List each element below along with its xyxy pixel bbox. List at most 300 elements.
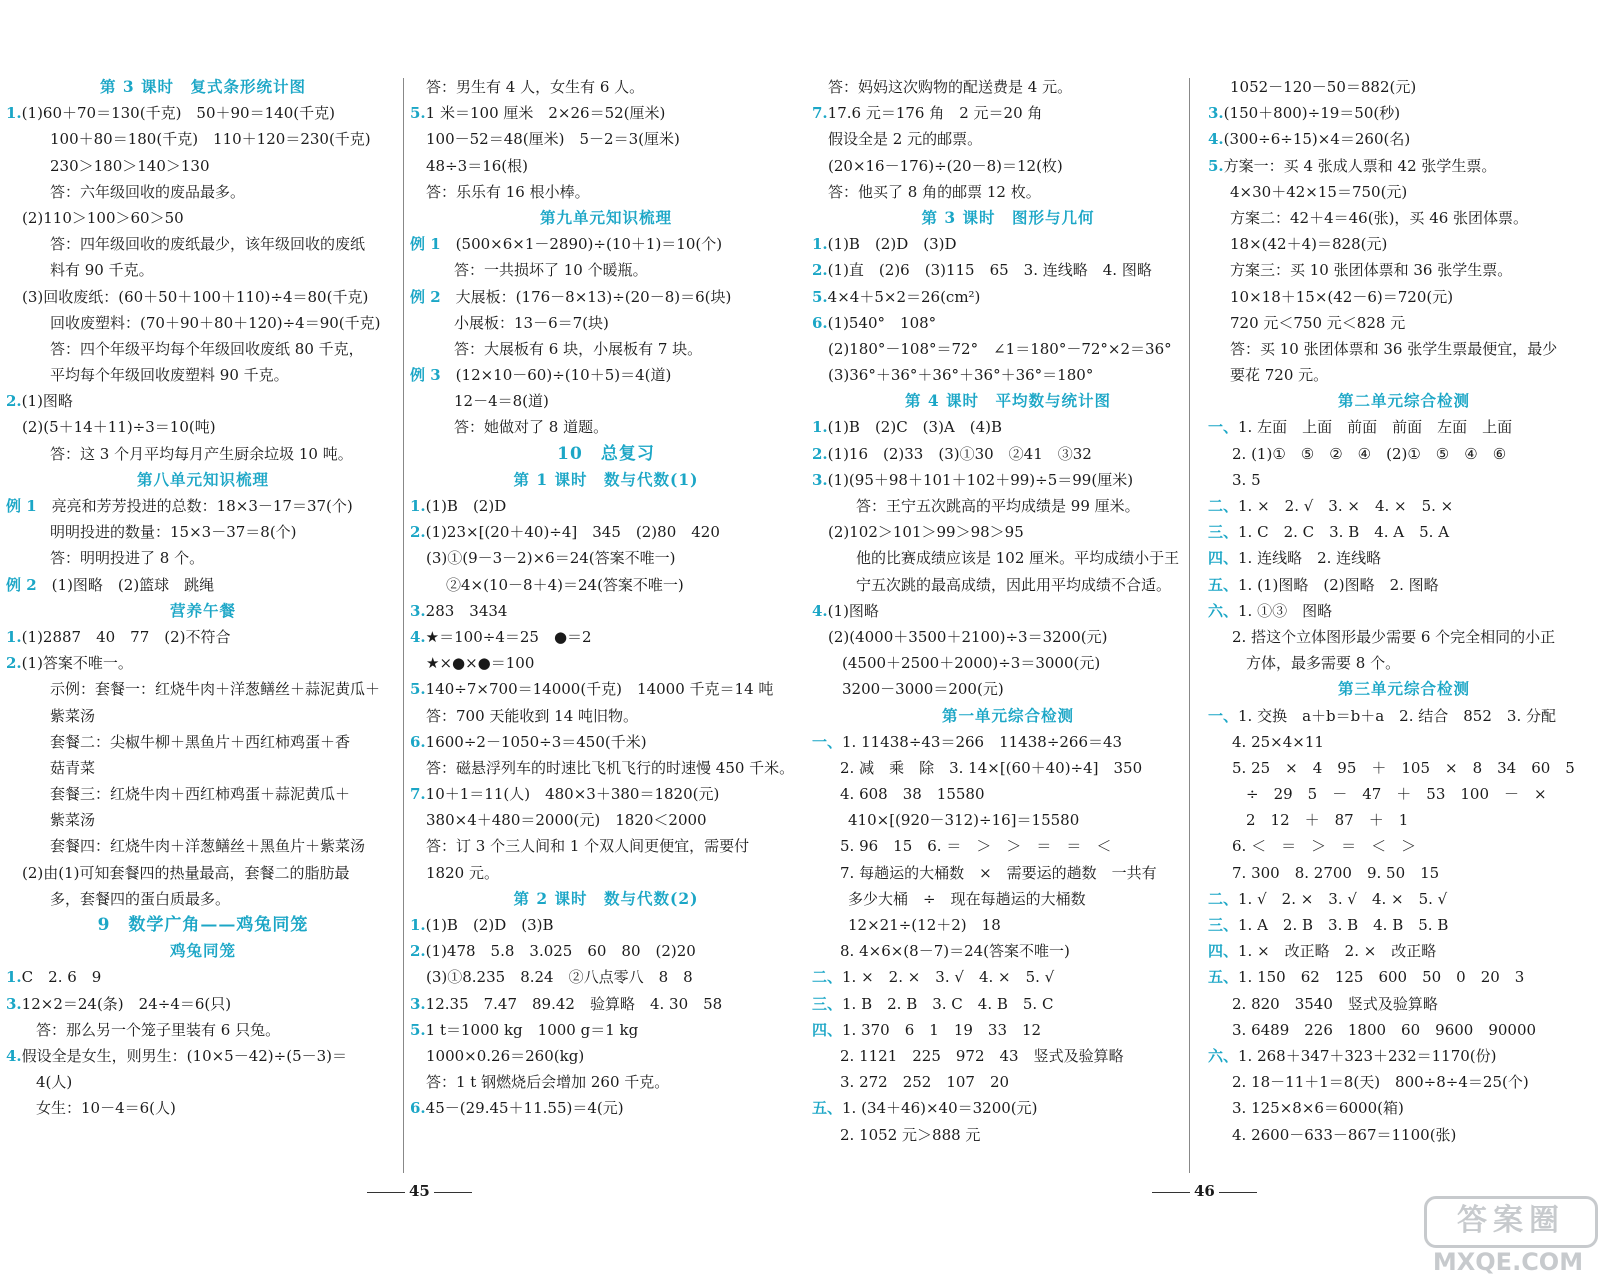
answer-text: 1. B 2. B 3. C 4. B 5. C: [842, 994, 1054, 1013]
answer-text: 套餐四：红烧牛肉＋洋葱鳝丝＋黑鱼片＋紫菜汤: [50, 837, 366, 856]
answer-line: [1208, 153, 1600, 179]
answer-line: [410, 336, 802, 362]
answer-text: (150＋800)÷19＝50(秒): [1223, 104, 1401, 123]
item-number: 5.: [410, 680, 426, 699]
answer-text: 答：他买了 8 角的邮票 12 枚。: [828, 182, 1041, 201]
answer-line: [1208, 126, 1600, 152]
answer-text: 100＋80＝180(千克) 110＋120＝230(千克): [50, 130, 371, 149]
answer-line: [812, 153, 1204, 179]
watermark: [1420, 1196, 1596, 1280]
answer-line: [812, 1122, 1204, 1148]
answer-line: [410, 755, 802, 781]
answer-text: 2 12 ＋ 87 ＋ 1: [1246, 811, 1409, 830]
answer-text: 10×18＋15×(42－6)＝720(元): [1230, 287, 1454, 306]
item-number: 1.: [812, 418, 828, 437]
answer-text: (1)23×[(20＋40)÷4] 345 (2)80 420: [425, 523, 720, 542]
page-number-left: 45: [363, 1182, 476, 1200]
answer-line: [1208, 964, 1600, 990]
item-number: 6.: [410, 732, 426, 751]
answer-text: (1)478 5.8 3.025 60 80 (2)20: [425, 942, 696, 961]
answer-line: [410, 624, 802, 650]
answer-text: (20×16－176)÷(20－8)＝12(枚): [828, 156, 1063, 175]
answer-line: [1208, 414, 1600, 440]
answer-text: 答：磁悬浮列车的时速比飞机飞行的时速慢 450 千米。: [426, 758, 795, 777]
answer-line: [812, 729, 1204, 755]
answer-line: [6, 362, 400, 388]
answer-text: 答：乐乐有 16 根小棒。: [426, 182, 590, 201]
answer-text: 答：这 3 个月平均每月产生厨余垃圾 10 吨。: [50, 444, 353, 463]
answer-text: 12×21÷(12＋2) 18: [848, 916, 1001, 934]
item-number: 四、: [1208, 549, 1239, 568]
item-number: 一、: [1208, 418, 1239, 437]
answer-line: [1208, 833, 1600, 859]
answer-line: [410, 912, 802, 938]
answer-line: [410, 1069, 802, 1095]
answer-text: (1)16 (2)33 (3)①30 ②41 ③32: [827, 444, 1092, 463]
answer-text: 他的比赛成绩应该是 102 厘米。平均成绩小于王: [856, 549, 1180, 568]
answer-text: 假设全是女生，则男生：(10×5－42)÷(5－3)＝: [21, 1046, 348, 1065]
answer-text: 3. 272 252 107 20: [840, 1073, 1010, 1092]
answer-line: [1208, 1122, 1600, 1148]
answer-line: [812, 179, 1204, 205]
item-number: 例 1: [410, 235, 441, 254]
answer-line: [410, 1043, 802, 1069]
item-number: 五、: [1208, 968, 1239, 987]
answer-line: [812, 781, 1204, 807]
answer-text: (2)110＞100＞60＞50: [22, 208, 184, 227]
answer-line: [410, 964, 802, 990]
answer-line: [410, 231, 802, 257]
answer-text: 小展板：13－6＝7(块): [454, 313, 609, 332]
answer-line: [1208, 441, 1600, 467]
column-3: [812, 74, 1204, 1148]
answer-line: [812, 441, 1204, 467]
answer-line: [812, 807, 1204, 833]
answer-line: [812, 860, 1204, 886]
answer-line: [410, 100, 802, 126]
answer-text: 4×30＋42×15＝750(元): [1230, 182, 1408, 201]
section-heading: 第二单元综合检测: [1337, 391, 1470, 411]
answer-text: (1)直 (2)6 (3)115 65 3. 连线略 4. 图略: [827, 261, 1152, 280]
answer-text: 140÷7×700＝14000(千克) 14000 千克＝14 吨: [425, 680, 774, 699]
item-number: 例 1: [6, 497, 37, 515]
answer-line: [6, 1069, 400, 1095]
answer-line: [410, 388, 802, 414]
answer-text: 3. 125×8×6＝6000(箱): [1232, 1099, 1404, 1118]
answer-line: [1208, 703, 1600, 729]
answer-text: 1. (34＋46)×40＝3200(元): [842, 1099, 1038, 1118]
answer-line: [1208, 1095, 1600, 1121]
answer-line: [6, 205, 400, 231]
item-number: 四、: [1208, 942, 1239, 961]
item-number: 5.: [812, 287, 828, 306]
answer-text: 示例：套餐一：红烧牛肉＋洋葱鳝丝＋蒜泥黄瓜＋: [50, 680, 381, 699]
answer-line: [1208, 493, 1600, 519]
answer-text: 45－(29.45＋11.55)＝4(元): [425, 1099, 624, 1118]
answer-line: [410, 650, 802, 676]
item-number: 2.: [812, 444, 828, 463]
answer-text: (1)B (2)C (3)A (4)B: [827, 418, 1003, 437]
item-number: 四、: [812, 1020, 843, 1039]
answer-line: [812, 257, 1204, 283]
answer-text: 12.35 7.47 89.42 验算略 4. 30 58: [425, 994, 723, 1013]
answer-line: [1208, 336, 1600, 362]
answer-line: [1208, 991, 1600, 1017]
answer-text: 1820 元。: [426, 863, 499, 882]
answer-line: [1208, 781, 1600, 807]
item-number: 三、: [1208, 523, 1239, 542]
answer-text: C 2. 6 9: [21, 968, 102, 987]
item-number: 三、: [812, 994, 843, 1013]
answer-text: 1. ①③ 图略: [1238, 601, 1333, 620]
answer-line: [6, 519, 400, 545]
answer-text: 答：1 t 钢燃烧后会增加 260 千克。: [426, 1073, 670, 1092]
answer-line: [6, 231, 400, 257]
answer-line: [6, 807, 400, 833]
answer-line: [410, 257, 802, 283]
answer-text: 2. 减 乘 除 3. 14×[(60＋40)÷4] 350: [840, 758, 1143, 777]
answer-line: [6, 860, 400, 886]
answer-text: 1. 150 62 125 600 50 0 20 3: [1238, 968, 1525, 987]
answer-line: [410, 493, 802, 519]
answer-line: [410, 74, 802, 100]
item-number: 3.: [1208, 104, 1224, 123]
answer-text: (3)①(9－3－2)×6＝24(答案不唯一): [426, 549, 676, 568]
section-heading: 第 2 课时 数与代数(2): [513, 888, 699, 908]
item-number: 3.: [410, 994, 426, 1013]
answer-line: [812, 833, 1204, 859]
answer-text: 1. 交换 a＋b＝b＋a 2. 结合 852 3. 分配: [1238, 706, 1556, 725]
item-number: 5.: [410, 1020, 426, 1039]
answer-text: 多少大桶 ÷ 现在每趟运的大桶数: [848, 889, 1086, 908]
answer-text: 女生：10－4＝6(人): [36, 1099, 176, 1118]
answer-text: 答：订 3 个三人间和 1 个双人间更便宜，需要付: [426, 837, 750, 856]
answer-line: [410, 1017, 802, 1043]
answer-text: 1. × 2. √ 3. × 4. × 5. ×: [1238, 497, 1454, 515]
answer-text: 410×[(920－312)÷16]＝15580: [848, 811, 1080, 830]
answer-text: 1. √ 2. × 3. √ 4. × 5. √: [1238, 889, 1448, 908]
answer-line: [6, 100, 400, 126]
section-heading: 第 3 课时 图形与几何: [921, 207, 1095, 227]
answer-text: (1)(95＋98＋101＋102＋99)÷5＝99(厘米): [827, 470, 1134, 489]
answer-line: [6, 624, 400, 650]
answer-text: 平均每个年级回收废塑料 90 千克。: [50, 366, 289, 385]
answer-line: [812, 310, 1204, 336]
answer-line: [410, 676, 802, 702]
answer-text: 答：那么另一个笼子里装有 6 只兔。: [36, 1020, 281, 1039]
answer-line: [6, 545, 400, 571]
answer-text: 2. 1121 225 972 43 竖式及验算略: [840, 1046, 1124, 1065]
answer-line: [6, 1043, 400, 1069]
answer-line: [6, 493, 400, 519]
answer-line: [812, 126, 1204, 152]
answer-line: [1208, 807, 1600, 833]
answer-text: ★＝100÷4＝25 ●＝2: [425, 627, 592, 646]
column-1: [6, 74, 400, 1122]
answer-line: [410, 781, 802, 807]
answer-line: [812, 1043, 1204, 1069]
answer-text: 230＞180＞140＞130: [50, 156, 210, 175]
answer-text: 8. 4×6×(8－7)＝24(答案不唯一): [840, 942, 1070, 961]
answer-text: 宁五次跳的最高成绩，因此用平均成绩不合适。: [856, 575, 1172, 594]
section-heading: 第九单元知识梳理: [539, 207, 672, 227]
item-number: 6.: [812, 313, 828, 332]
answer-line: [1208, 284, 1600, 310]
answer-line: [812, 1069, 1204, 1095]
item-number: 1.: [410, 916, 426, 934]
answer-line: [812, 912, 1204, 938]
answer-text: 7. 每趟运的大桶数 × 需要运的趟数 一共有: [840, 863, 1157, 882]
answer-line: [410, 545, 802, 571]
item-number: 3.: [410, 601, 426, 620]
answer-text: 3200－3000＝200(元): [842, 680, 1004, 699]
answer-text: (2)180°－108°＝72° ∠1＝180°－72°×2＝36°: [828, 339, 1172, 358]
answer-text: 720 元＜750 元＜828 元: [1230, 313, 1406, 332]
item-number: 1.: [812, 235, 828, 254]
answer-line: [812, 493, 1204, 519]
answer-text: 1. × 改正略 2. × 改正略: [1238, 942, 1437, 961]
answer-text: (1)B (2)D: [425, 497, 507, 515]
answer-line: [6, 781, 400, 807]
answer-line: [812, 336, 1204, 362]
answer-text: ②4×(10－8＋4)＝24(答案不唯一): [446, 575, 684, 594]
item-number: 4.: [410, 627, 426, 646]
answer-line: [410, 572, 802, 598]
column-divider: [403, 78, 404, 1173]
answer-text: (3)①8.235 8.24 ②八点零八 8 8: [426, 968, 693, 987]
answer-line: [812, 467, 1204, 493]
answer-line: [410, 126, 802, 152]
section-heading: 第三单元综合检测: [1337, 679, 1470, 699]
answer-line: [812, 519, 1204, 545]
item-number: 二、: [1208, 889, 1239, 908]
answer-text: 答：妈妈这次购物的配送费是 4 元。: [828, 78, 1073, 96]
answer-text: 17.6 元＝176 角 2 元＝20 角: [827, 104, 1043, 123]
page-number-right: 46: [1148, 1182, 1261, 1200]
answer-text: 紫菜汤: [50, 811, 96, 830]
answer-text: (2)(5＋14＋11)÷3＝10(吨): [22, 418, 216, 437]
item-number: 五、: [1208, 575, 1239, 594]
answer-text: 套餐二：尖椒牛柳＋黑鱼片＋西红柿鸡蛋＋香: [50, 732, 351, 751]
answer-line: [410, 414, 802, 440]
answer-text: 1. 连线略 2. 连线略: [1238, 549, 1382, 568]
item-number: 1.: [6, 104, 22, 123]
answer-text: 283 3434: [425, 601, 508, 620]
answer-line: [6, 179, 400, 205]
answer-line: [410, 1095, 802, 1121]
answer-text: 多，套餐四的蛋白质最多。: [50, 889, 231, 908]
answer-line: [1208, 572, 1600, 598]
item-number: 一、: [812, 732, 843, 751]
item-number: 2.: [410, 942, 426, 961]
answer-text: 答：700 天能收到 14 吨旧物。: [426, 706, 639, 725]
answer-line: [6, 388, 400, 414]
answer-line: [410, 703, 802, 729]
answer-text: (12×10－60)÷(10＋5)＝4(道): [440, 366, 672, 385]
answer-line: [812, 964, 1204, 990]
answer-text: 380×4＋480＝2000(元) 1820＜2000: [426, 811, 707, 830]
answer-text: 方体，最多需要 8 个。: [1246, 654, 1401, 673]
item-number: 三、: [1208, 916, 1239, 934]
section-heading: 9 数学广角——鸡兔同笼: [97, 915, 309, 935]
answer-text: 10＋1＝11(人) 480×3＋380＝1820(元): [425, 785, 720, 804]
item-number: 4.: [1208, 130, 1224, 149]
answer-text: (1)2887 40 77 (2)不符合: [21, 627, 231, 646]
answer-text: 1. A 2. B 3. B 4. B 5. B: [1238, 916, 1449, 934]
answer-text: 料有 90 千克。: [50, 261, 154, 280]
answer-text: 6. ＜ ＝ ＞ ＝ ＜ ＞: [1232, 837, 1417, 856]
answer-text: 大展板：(176－8×13)÷(20－8)＝6(块): [440, 287, 732, 306]
answer-line: [1208, 231, 1600, 257]
answer-text: ÷ 29 5 － 47 ＋ 53 100 － ×: [1246, 785, 1547, 804]
answer-text: 方案一：买 4 张成人票和 42 张学生票。: [1223, 156, 1497, 175]
answer-line: [1208, 755, 1600, 781]
answer-text: (1)B (2)D (3)D: [827, 235, 957, 254]
item-number: 5.: [1208, 156, 1224, 175]
item-number: 1.: [410, 497, 426, 515]
answer-line: [1208, 1043, 1600, 1069]
answer-line: [6, 676, 400, 702]
answer-text: 答：她做对了 8 道题。: [454, 418, 609, 437]
answer-line: [812, 755, 1204, 781]
answer-line: [410, 598, 802, 624]
answer-line: [6, 310, 400, 336]
answer-text: 4(人): [36, 1073, 73, 1092]
answer-text: (2)102＞101＞99＞98＞95: [828, 523, 1024, 542]
answer-text: 4. 25×4×11: [1232, 732, 1324, 751]
answer-line: [812, 676, 1204, 702]
section-heading: 第八单元知识梳理: [136, 469, 269, 489]
answer-line: [1208, 362, 1600, 388]
answer-text: 1. × 2. × 3. √ 4. × 5. √: [842, 968, 1055, 987]
answer-line: [812, 231, 1204, 257]
answer-text: 5. 25 × 4 95 ＋ 105 × 8 34 60 5: [1232, 758, 1575, 777]
answer-text: (500×6×1－2890)÷(10＋1)＝10(个): [440, 235, 723, 254]
answer-text: 答：六年级回收的废品最多。: [50, 182, 246, 201]
item-number: 五、: [812, 1099, 843, 1118]
answer-line: [6, 703, 400, 729]
answer-text: ★×●×●＝100: [426, 654, 535, 673]
answer-line: [1208, 624, 1600, 650]
item-number: 2.: [812, 261, 828, 280]
answer-text: 3. 6489 226 1800 60 9600 90000: [1232, 1020, 1537, 1039]
answer-line: [410, 991, 802, 1017]
answer-text: 48÷3＝16(根): [426, 156, 528, 175]
answer-line: [812, 414, 1204, 440]
answer-line: [6, 257, 400, 283]
item-number: 7.: [812, 104, 828, 123]
answer-text: (1)60＋70＝130(千克) 50＋90＝140(千克): [21, 104, 335, 123]
answer-line: [1208, 598, 1600, 624]
answer-line: [1208, 886, 1600, 912]
answer-line: [6, 572, 400, 598]
answer-line: [410, 833, 802, 859]
answer-line: [6, 1095, 400, 1121]
item-number: 4.: [812, 601, 828, 620]
answer-line: [812, 650, 1204, 676]
item-number: 3.: [6, 994, 22, 1013]
answer-text: (1)图略: [827, 601, 879, 620]
answer-line: [410, 284, 802, 310]
answer-text: 1. C 2. C 3. B 4. A 5. A: [1238, 523, 1450, 542]
answer-text: 回收废塑料：(70＋90＋80＋120)÷4＝90(千克): [50, 313, 381, 332]
answer-line: [812, 100, 1204, 126]
answer-text: (300÷6÷15)×4＝260(名): [1223, 130, 1411, 149]
answer-text: 菇青菜: [50, 758, 96, 777]
answer-text: (1)答案不唯一。: [21, 654, 133, 673]
answer-line: [6, 964, 400, 990]
answer-line: [1208, 1017, 1600, 1043]
answer-line: [6, 650, 400, 676]
answer-text: 3. 5: [1232, 470, 1261, 489]
answer-line: [6, 153, 400, 179]
answer-line: [410, 153, 802, 179]
answer-text: 答：大展板有 6 块，小展板有 7 块。: [454, 339, 703, 358]
answer-line: [6, 414, 400, 440]
answer-text: 12×2＝24(条) 24÷4＝6(只): [21, 994, 232, 1013]
item-number: 5.: [410, 104, 426, 123]
answer-line: [410, 179, 802, 205]
answer-line: [812, 886, 1204, 912]
answer-line: [6, 991, 400, 1017]
answer-text: 4. 608 38 15580: [840, 785, 985, 804]
answer-text: 2. 820 3540 竖式及验算略: [1232, 994, 1438, 1013]
answer-line: [1208, 257, 1600, 283]
answer-text: (1)图略: [21, 392, 73, 411]
answer-text: (1)540° 108°: [827, 313, 937, 332]
item-number: 例 3: [410, 366, 441, 385]
answer-line: [410, 807, 802, 833]
answer-line: [6, 886, 400, 912]
answer-text: 2. 搭这个立体图形最少需要 6 个完全相同的小正: [1232, 627, 1556, 646]
answer-line: [812, 74, 1204, 100]
answer-text: (2)由(1)可知套餐四的热量最高，套餐二的脂肪最: [22, 863, 350, 882]
answer-line: [1208, 467, 1600, 493]
answer-line: [410, 519, 802, 545]
answer-text: 1600÷2－1050÷3＝450(千米): [425, 732, 647, 751]
item-number: 例 2: [410, 287, 441, 306]
section-heading: 第一单元综合检测: [941, 705, 1074, 725]
answer-text: 答：四个年级平均每个年级回收废纸 80 千克，: [50, 339, 364, 358]
answer-line: [1208, 100, 1600, 126]
item-number: 六、: [1208, 601, 1239, 620]
answer-line: [812, 598, 1204, 624]
answer-line: [1208, 74, 1600, 100]
answer-text: 答：男生有 4 人，女生有 6 人。: [426, 78, 645, 96]
answer-line: [1208, 1069, 1600, 1095]
answer-text: (4500＋2500＋2000)÷3＝3000(元): [842, 654, 1101, 673]
answer-text: 1. 左面 上面 前面 前面 左面 上面: [1238, 418, 1513, 437]
answer-line: [812, 284, 1204, 310]
answer-line: [410, 362, 802, 388]
answer-text: 假设全是 2 元的邮票。: [828, 130, 983, 149]
section-heading: 第 3 课时 复式条形统计图: [99, 77, 307, 96]
section-heading: 第 4 课时 平均数与统计图: [904, 391, 1112, 411]
answer-line: [1208, 860, 1600, 886]
answer-text: 2. 18－11＋1＝8(天) 800÷8÷4＝25(个): [1232, 1073, 1529, 1092]
answer-line: [1208, 938, 1600, 964]
answer-line: [812, 991, 1204, 1017]
section-heading: 第 1 课时 数与代数(1): [513, 469, 699, 489]
answer-text: 答：四年级回收的废纸最少，该年级回收的废纸: [50, 235, 366, 254]
answer-line: [812, 362, 1204, 388]
answer-line: [1208, 650, 1600, 676]
item-number: 6.: [410, 1099, 426, 1118]
answer-text: 1 米＝100 厘米 2×26＝52(厘米): [425, 104, 666, 123]
answer-text: 12－4＝8(道): [454, 392, 549, 411]
answer-line: [812, 1017, 1204, 1043]
answer-line: [1208, 545, 1600, 571]
